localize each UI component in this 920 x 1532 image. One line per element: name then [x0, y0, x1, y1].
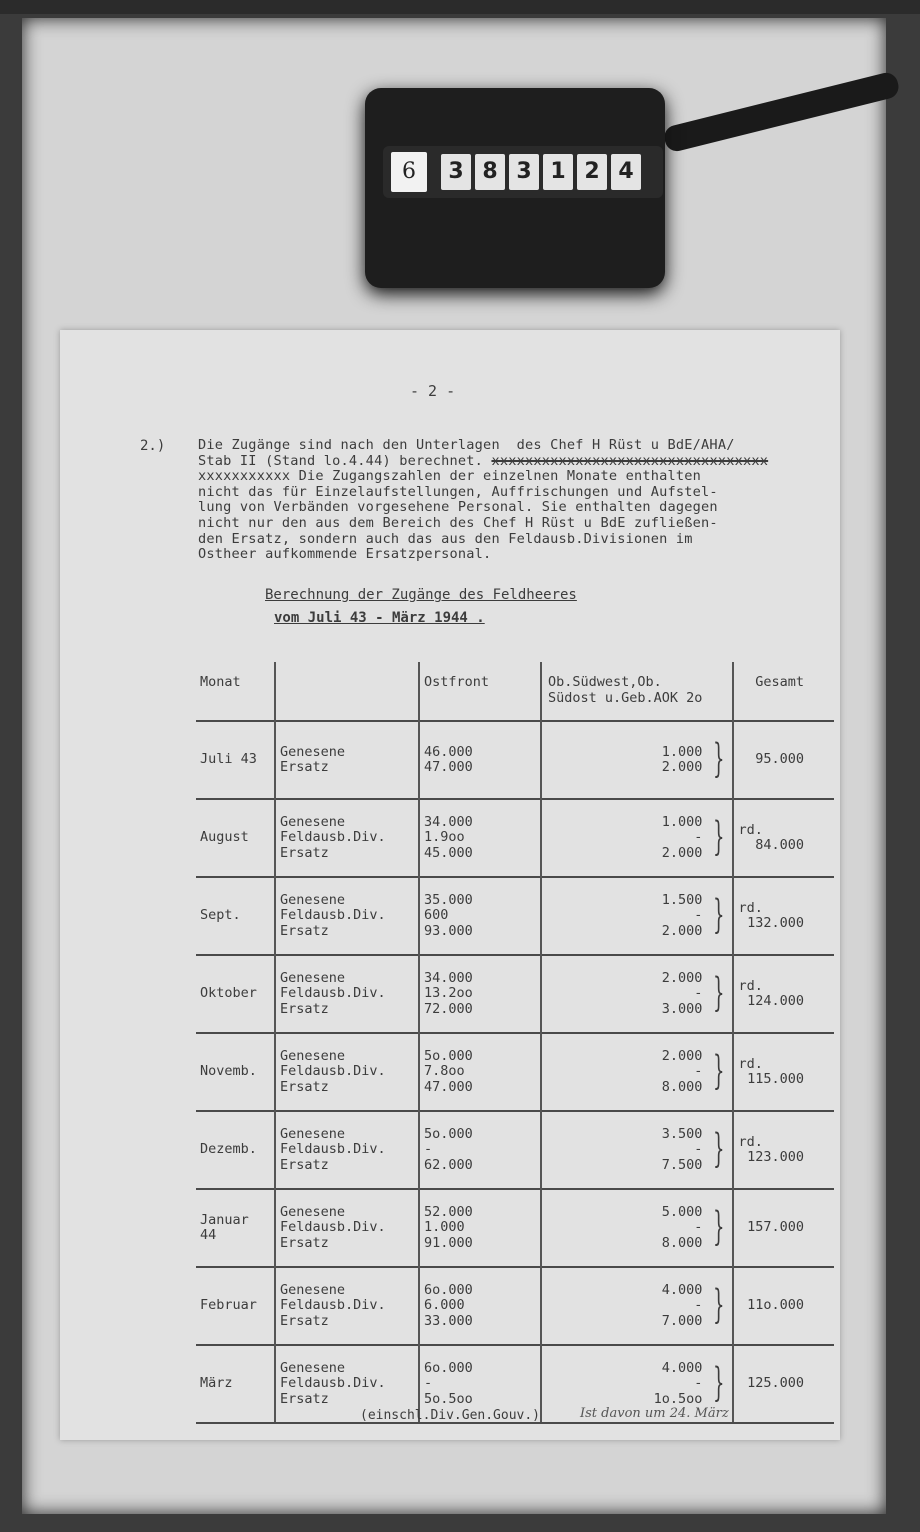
- cell-value: 1.000: [661, 813, 703, 830]
- counter-window: [383, 146, 663, 198]
- cell-value: 4.000: [661, 1281, 703, 1298]
- cell-value: 1.000: [661, 743, 703, 760]
- para-line: Die Zugänge sind nach den Unterlagen des Chef H Rüst u BdE/AHA/: [198, 437, 735, 453]
- para-line: nicht nur den aus dem Bereich des Chef H Rüst u BdE zufließen-: [198, 514, 718, 531]
- cell-value: 5.000: [661, 1203, 703, 1220]
- cell-south: [541, 1033, 733, 1111]
- brace-icon: }: [712, 1360, 725, 1407]
- cell-value: 2.000: [661, 844, 703, 861]
- cell-value: 52.000: [424, 1203, 473, 1220]
- brace-icon: }: [712, 1126, 725, 1173]
- header-south: Ob.Südwest,Ob. Südost u.Geb.AOK 2o: [541, 662, 733, 721]
- brace-icon: }: [712, 970, 725, 1017]
- cell-value: -: [694, 1297, 703, 1314]
- cell-value: Genesene: [280, 1047, 346, 1064]
- cell-value: Feldausb.Div.: [280, 1375, 386, 1392]
- cell-value: 3.500: [661, 1125, 703, 1142]
- counter-digit: 1: [543, 154, 573, 190]
- cell-month: März: [196, 1345, 275, 1423]
- cell-month: Juli 43: [196, 721, 275, 799]
- cell-value: Genesene: [280, 1359, 346, 1376]
- cell-types: [275, 1111, 419, 1189]
- cell-value: Feldausb.Div.: [280, 907, 386, 924]
- header-month: Monat: [196, 662, 275, 721]
- cell-total: [733, 1189, 834, 1267]
- cell-value: 1.000: [424, 1219, 465, 1236]
- cell-value: 62.000: [424, 1156, 473, 1173]
- cell-types: [275, 955, 419, 1033]
- cell-month: August: [196, 799, 275, 877]
- cell-value: 1.9oo: [424, 829, 465, 846]
- page-number: - 2 -: [410, 382, 456, 400]
- cell-value: 91.000: [424, 1234, 473, 1251]
- cell-types: [275, 721, 419, 799]
- total-value: 115.000: [747, 1071, 804, 1087]
- cell-value: 8.000: [661, 1234, 703, 1251]
- header-total: Gesamt: [755, 674, 804, 690]
- cell-east: [419, 1033, 541, 1111]
- cell-value: 33.000: [424, 1312, 473, 1329]
- approx-prefix: rd.: [738, 1055, 763, 1072]
- table-row: [196, 1189, 834, 1267]
- cell-value: Genesene: [280, 1125, 346, 1142]
- total-value: 123.000: [747, 1149, 804, 1165]
- para-line: Stab II (Stand lo.4.44) berechnet.: [198, 452, 492, 469]
- cell-month: Oktober: [196, 955, 275, 1033]
- cell-value: Ersatz: [280, 1078, 329, 1095]
- cell-value: 47.000: [424, 1078, 473, 1095]
- approx-prefix: rd.: [738, 821, 763, 838]
- brace-icon: }: [712, 1048, 725, 1095]
- intake-table: [196, 662, 834, 1424]
- para-line: lung von Verbänden vorgesehene Personal. Sie enthalten dagegen: [198, 499, 718, 516]
- para-line: Ostheer aufkommende Ersatzpersonal.: [198, 546, 492, 563]
- cell-total: [733, 799, 834, 877]
- cell-south: [541, 877, 733, 955]
- cell-value: -: [424, 1141, 433, 1158]
- table-row: [196, 1267, 834, 1345]
- cell-south: [541, 955, 733, 1033]
- cell-value: Feldausb.Div.: [280, 1063, 386, 1080]
- cell-value: -: [694, 829, 703, 846]
- cell-value: 2.000: [661, 1047, 703, 1064]
- cell-south: [541, 1267, 733, 1345]
- cell-value: Feldausb.Div.: [280, 985, 386, 1002]
- cell-value: 46.000: [424, 743, 473, 760]
- cell-value: Feldausb.Div.: [280, 829, 386, 846]
- cell-total: [733, 877, 834, 955]
- header-type: [275, 662, 419, 721]
- cell-value: 13.2oo: [424, 985, 473, 1002]
- cell-value: -: [694, 1141, 703, 1158]
- total-value: 95.000: [755, 751, 804, 768]
- frame-counter: [345, 88, 730, 288]
- cell-types: [275, 1033, 419, 1111]
- cell-value: Feldausb.Div.: [280, 1297, 386, 1314]
- film-edge: [0, 0, 920, 14]
- footnote: (einschl.Div.Gen.Gouv.): [360, 1408, 541, 1423]
- cell-east: [419, 1267, 541, 1345]
- table-row: [196, 1111, 834, 1189]
- cell-value: 2.000: [661, 922, 703, 939]
- brace-icon: }: [712, 1204, 725, 1251]
- cell-south: [541, 721, 733, 799]
- cell-month: Januar 44: [196, 1189, 275, 1267]
- counter-digit: 3: [509, 154, 539, 190]
- counter-digit: 8: [475, 154, 505, 190]
- cell-east: [419, 877, 541, 955]
- cell-value: Ersatz: [280, 1000, 329, 1017]
- cell-value: 6.000: [424, 1297, 465, 1314]
- cell-value: 7.500: [661, 1156, 703, 1173]
- cell-value: 35.000: [424, 891, 473, 908]
- total-value: 125.000: [747, 1375, 804, 1392]
- cell-value: Genesene: [280, 1203, 346, 1220]
- cell-value: Genesene: [280, 813, 346, 830]
- cell-value: Ersatz: [280, 1234, 329, 1251]
- cell-value: -: [694, 1063, 703, 1080]
- brace-icon: }: [712, 736, 725, 783]
- cell-value: Ersatz: [280, 922, 329, 939]
- cell-value: 72.000: [424, 1000, 473, 1017]
- approx-prefix: rd.: [738, 1133, 763, 1150]
- cell-value: 34.000: [424, 813, 473, 830]
- table-row: [196, 1033, 834, 1111]
- cell-value: 3.000: [661, 1000, 703, 1017]
- cell-value: 600: [424, 907, 449, 924]
- cell-value: 5o.000: [424, 1125, 473, 1142]
- cell-value: 5o.5oo: [424, 1390, 473, 1407]
- table-row: [196, 799, 834, 877]
- table-row: [196, 955, 834, 1033]
- cell-value: Ersatz: [280, 844, 329, 861]
- cell-value: 7.000: [661, 1312, 703, 1329]
- counter-body: [365, 88, 665, 288]
- table-title: Berechnung der Zugänge des Feldheeres: [265, 587, 577, 603]
- cell-south: [541, 799, 733, 877]
- cell-value: -: [694, 907, 703, 924]
- cell-value: Genesene: [280, 969, 346, 986]
- table-row: [196, 721, 834, 799]
- cell-value: -: [694, 985, 703, 1002]
- cell-value: Ersatz: [280, 1390, 329, 1407]
- cell-value: 1o.5oo: [653, 1390, 703, 1407]
- cell-value: -: [424, 1375, 433, 1392]
- table-row: [196, 877, 834, 955]
- approx-prefix: rd.: [738, 899, 763, 916]
- cell-value: 45.000: [424, 844, 473, 861]
- cell-value: -: [694, 1219, 703, 1236]
- cell-value: 47.000: [424, 759, 473, 775]
- para-line: den Ersatz, sondern auch das aus den Feldausb.Divisionen im: [198, 530, 693, 547]
- cell-total: [733, 1111, 834, 1189]
- cell-value: 2.000: [661, 969, 703, 986]
- cell-types: [275, 799, 419, 877]
- para-line: nicht das für Einzelaufstellungen, Auffrischungen und Aufstel-: [198, 483, 718, 500]
- struck-text: xxxxxxxxxxxxxxxxxxxxxxxxxxxxxxxxx: [491, 452, 769, 469]
- cell-month: Februar: [196, 1267, 275, 1345]
- cell-month: Novemb.: [196, 1033, 275, 1111]
- cell-value: 6o.000: [424, 1359, 473, 1376]
- brace-icon: }: [712, 1282, 725, 1329]
- cell-types: [275, 877, 419, 955]
- cell-value: Ersatz: [280, 1312, 329, 1329]
- cell-total: [733, 955, 834, 1033]
- total-value: 84.000: [755, 837, 804, 853]
- cell-value: 6o.000: [424, 1281, 473, 1298]
- cell-value: 1.500: [661, 891, 703, 908]
- cell-value: Genesene: [280, 743, 346, 760]
- total-value: 124.000: [747, 993, 804, 1009]
- cell-value: Genesene: [280, 891, 346, 908]
- brace-icon: }: [712, 814, 725, 861]
- cell-total: [733, 1345, 834, 1423]
- cell-month: Dezemb.: [196, 1111, 275, 1189]
- header-east: Ostfront: [419, 662, 541, 721]
- cell-value: Ersatz: [280, 759, 329, 775]
- cell-value: 2.000: [661, 759, 703, 775]
- cell-value: 93.000: [424, 922, 473, 939]
- cell-south: [541, 1111, 733, 1189]
- cell-total: [733, 1033, 834, 1111]
- approx-prefix: rd.: [738, 977, 763, 994]
- cell-east: [419, 721, 541, 799]
- total-value: 132.000: [747, 915, 804, 931]
- counter-digit: 3: [441, 154, 471, 190]
- counter-digit: 2: [577, 154, 607, 190]
- cell-total: [733, 721, 834, 799]
- total-value: 157.000: [747, 1219, 804, 1236]
- counter-prefix-digit: 6: [391, 152, 427, 192]
- cell-value: -: [694, 1375, 703, 1392]
- typed-document: [60, 330, 840, 1440]
- cell-east: [419, 799, 541, 877]
- cell-value: 8.000: [661, 1078, 703, 1095]
- total-value: 11o.000: [747, 1297, 804, 1314]
- cell-month: Sept.: [196, 877, 275, 955]
- cell-total: [733, 1267, 834, 1345]
- cell-value: 4.000: [661, 1359, 703, 1376]
- cell-value: Genesene: [280, 1281, 346, 1298]
- cell-east: [419, 955, 541, 1033]
- paragraph-text: [198, 438, 838, 563]
- cell-value: Ersatz: [280, 1156, 329, 1173]
- handwritten-note: Ist davon um 24. März: [580, 1406, 729, 1421]
- cell-south: [541, 1189, 733, 1267]
- cell-value: 34.000: [424, 969, 473, 986]
- cell-east: [419, 1111, 541, 1189]
- cell-east: [419, 1189, 541, 1267]
- brace-icon: }: [712, 892, 725, 939]
- cell-value: 5o.000: [424, 1047, 473, 1064]
- cell-value: Feldausb.Div.: [280, 1141, 386, 1158]
- para-line: xxxxxxxxxxx Die Zugangszahlen der einzelnen Monate enthalten: [198, 468, 702, 485]
- table-subtitle: vom Juli 43 - März 1944 .: [274, 610, 485, 626]
- cell-value: 7.8oo: [424, 1063, 465, 1080]
- cell-value: Feldausb.Div.: [280, 1219, 386, 1236]
- paragraph-number: 2.): [140, 438, 166, 454]
- counter-digit: 4: [611, 154, 641, 190]
- cell-types: [275, 1267, 419, 1345]
- cell-types: [275, 1189, 419, 1267]
